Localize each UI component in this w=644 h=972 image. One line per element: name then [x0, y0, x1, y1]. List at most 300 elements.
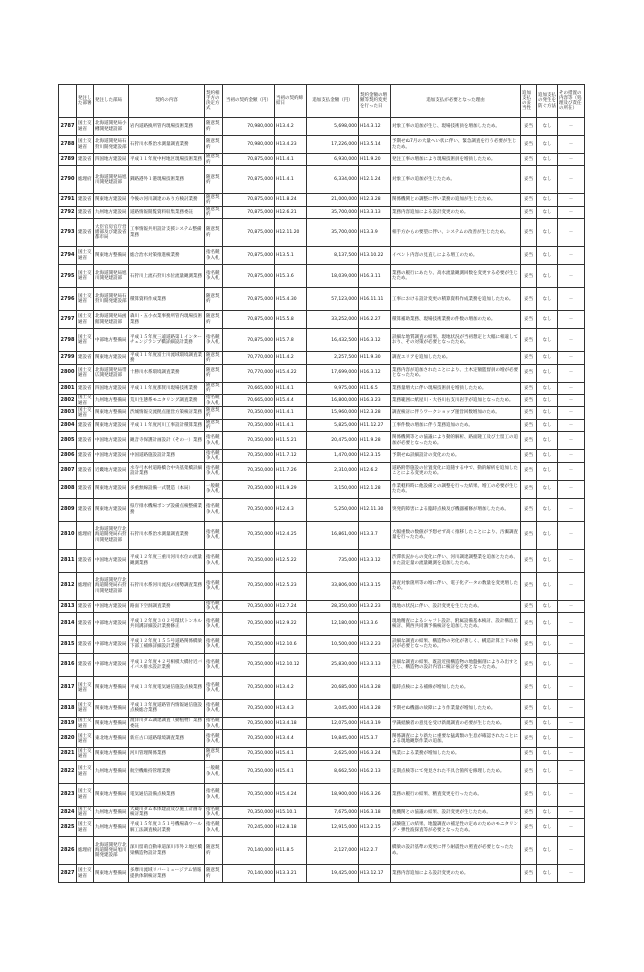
- table-row: [59, 549, 585, 572]
- change-date-cell: H14.3.12: [359, 118, 391, 136]
- validity-cell: 妥当: [521, 364, 537, 382]
- recovery-cell: なし: [537, 748, 558, 760]
- validity-cell: 妥当: [521, 717, 537, 729]
- change-date-cell: H12.3.28: [359, 194, 391, 206]
- header-change-date: 契約金額の増額等契約変更を行った日: [359, 85, 391, 118]
- validity-cell: 妥当: [521, 311, 537, 329]
- add-amount-cell: 6,930,000: [307, 154, 359, 166]
- reason-cell: 相手方からの要望に伴い、システムの改善が生じたため。: [391, 219, 521, 247]
- method-cell: 随意契約: [205, 166, 223, 194]
- ministry-cell: 国土交通省: [77, 676, 94, 699]
- validity-cell: 妥当: [521, 407, 537, 419]
- reason-cell: 大幅重数の数値が予想せず高く推移したことにより、汚濁調査量を行ったため。: [391, 521, 521, 549]
- validity-cell: 妥当: [521, 118, 537, 136]
- validity-cell: 妥当: [521, 748, 537, 760]
- recovery-cell: なし: [537, 382, 558, 394]
- content-cell: 平成１１年度河川工事設計積算業務: [129, 419, 205, 431]
- handling-cell: －: [558, 462, 585, 480]
- table-row: [59, 194, 585, 206]
- recovery-cell: なし: [537, 364, 558, 382]
- handling-cell: －: [558, 600, 585, 612]
- reason-cell: 試験施工の結果、地盤調査の補足性の定めのためのモニタリング・弾性波探査等が必要となったため。: [391, 819, 521, 837]
- content-cell: 石狩川水系治水測量調査業務: [129, 136, 205, 154]
- handling-cell: －: [558, 265, 585, 288]
- content-cell: 岩内道路換所管内現場技術業務: [129, 118, 205, 136]
- reason-cell: 業務の履行の結果、精査変更を行ったため。: [391, 783, 521, 806]
- change-date-cell: H16.3.26: [359, 783, 391, 806]
- handling-cell: －: [558, 572, 585, 600]
- validity-cell: 妥当: [521, 450, 537, 462]
- content-cell: 石狩川水系河川流況の国勢調査業務: [129, 572, 205, 600]
- orig-amount-cell: 70,350,000: [223, 407, 275, 419]
- handling-cell: －: [558, 394, 585, 406]
- orig-date-cell: H15.3.6: [275, 265, 307, 288]
- handling-cell: －: [558, 219, 585, 247]
- table-row: [59, 219, 585, 247]
- orig-amount-cell: 70,665,000: [223, 394, 275, 406]
- orig-date-cell: H11.7.12: [275, 450, 307, 462]
- row-number: 2811: [59, 549, 77, 572]
- handling-cell: －: [558, 136, 585, 154]
- recovery-cell: なし: [537, 730, 558, 748]
- handling-cell: －: [558, 806, 585, 818]
- change-date-cell: H16.11.11: [359, 288, 391, 311]
- orig-date-cell: H12.5.22: [275, 549, 307, 572]
- orig-date-cell: H13.4.4: [275, 730, 307, 748]
- orig-amount-cell: 70,350,000: [223, 549, 275, 572]
- table-row: [59, 612, 585, 635]
- orig-date-cell: H15.4.30: [275, 288, 307, 311]
- content-cell: 平成１２年度４２号相模大橋付近バイパス排水設計業務: [129, 653, 205, 676]
- office-cell: 北海道開発庁北海道開発局石狩川開発建設部: [94, 572, 129, 600]
- office-cell: 関東地方整備局: [94, 699, 129, 717]
- orig-amount-cell: 70,350,000: [223, 653, 275, 676]
- add-amount-cell: 2,625,000: [307, 748, 359, 760]
- orig-amount-cell: 70,350,000: [223, 498, 275, 521]
- content-cell: 路面下空洞調査業務: [129, 600, 205, 612]
- orig-amount-cell: 70,770,000: [223, 364, 275, 382]
- office-cell: 北海道開発局旭川開発建設部: [94, 265, 129, 288]
- orig-amount-cell: 70,350,000: [223, 450, 275, 462]
- change-date-cell: H11.9.30: [359, 352, 391, 364]
- reason-cell: 臨時点検による補修が増加したため。: [391, 676, 521, 699]
- handling-cell: －: [558, 407, 585, 419]
- table-row: [59, 806, 585, 818]
- recovery-cell: なし: [537, 219, 558, 247]
- add-amount-cell: 735,000: [307, 549, 359, 572]
- table-row: [59, 783, 585, 806]
- reason-cell: 調査検討に伴うワークショップ運営回数増加のため。: [391, 407, 521, 419]
- add-amount-cell: 12,075,000: [307, 717, 359, 729]
- recovery-cell: なし: [537, 572, 558, 600]
- method-cell: 一般競争入札: [205, 760, 223, 783]
- recovery-cell: なし: [537, 407, 558, 419]
- office-cell: 北海道開発庁北海道開発局旭川開発建設部: [94, 837, 129, 865]
- orig-date-cell: H12.5.23: [275, 572, 307, 600]
- change-date-cell: H14.3.19: [359, 717, 391, 729]
- change-date-cell: H13.2.23: [359, 600, 391, 612]
- header-no: [59, 85, 77, 118]
- validity-cell: 妥当: [521, 612, 537, 635]
- recovery-cell: なし: [537, 136, 558, 154]
- orig-date-cell: H15.4.1: [275, 748, 307, 760]
- table-row: [59, 572, 585, 600]
- office-cell: 北海道開発局帯広開発建設部: [94, 364, 129, 382]
- method-cell: 指名競争入札: [205, 247, 223, 265]
- content-cell: 渡洋川ダム調達調査（動植物）業務委託: [129, 717, 205, 729]
- row-number: 2806: [59, 450, 77, 462]
- row-number: 2809: [59, 498, 77, 521]
- change-date-cell: H16.3.12: [359, 364, 391, 382]
- recovery-cell: なし: [537, 419, 558, 431]
- table-row: [59, 653, 585, 676]
- ministry-cell: 国土交通省: [77, 265, 94, 288]
- ministry-cell: 建設省: [77, 600, 94, 612]
- orig-amount-cell: 70,875,000: [223, 166, 275, 194]
- validity-cell: 妥当: [521, 498, 537, 521]
- handling-cell: －: [558, 154, 585, 166]
- handling-cell: －: [558, 206, 585, 218]
- add-amount-cell: 16,432,500: [307, 329, 359, 352]
- recovery-cell: なし: [537, 498, 558, 521]
- validity-cell: 妥当: [521, 521, 537, 549]
- content-cell: 平成１３年度道路管内情報通信施設点検総合業務: [129, 699, 205, 717]
- method-cell: 指名競争入札: [205, 635, 223, 653]
- handling-cell: －: [558, 498, 585, 521]
- method-cell: 指名競争入札: [205, 653, 223, 676]
- method-cell: 指名競争入札: [205, 783, 223, 806]
- method-cell: 随意契約: [205, 194, 223, 206]
- orig-date-cell: H15.7.8: [275, 329, 307, 352]
- orig-amount-cell: 70,875,000: [223, 206, 275, 218]
- validity-cell: 妥当: [521, 462, 537, 480]
- office-cell: 中国地方建設局: [94, 549, 129, 572]
- validity-cell: 妥当: [521, 247, 537, 265]
- row-number: 2798: [59, 329, 77, 352]
- handling-cell: －: [558, 748, 585, 760]
- method-cell: 随意契約: [205, 136, 223, 154]
- orig-amount-cell: 70,350,000: [223, 806, 275, 818]
- handling-cell: －: [558, 837, 585, 865]
- row-number: 2795: [59, 265, 77, 288]
- orig-amount-cell: 70,875,000: [223, 311, 275, 329]
- table-row: [59, 247, 585, 265]
- office-cell: 九州地方整備局: [94, 760, 129, 783]
- row-number: 2818: [59, 699, 77, 717]
- office-cell: 関東地方整備局: [94, 865, 129, 883]
- content-cell: 中国道路施設設計業務: [129, 450, 205, 462]
- orig-date-cell: H11.4.1: [275, 419, 307, 431]
- add-amount-cell: 8,662,500: [307, 760, 359, 783]
- change-date-cell: H13.2.23: [359, 635, 391, 653]
- table-row: [59, 265, 585, 288]
- content-cell: 平成１５年度３５１号機場森ウール解工法調査検討業務: [129, 819, 205, 837]
- header-ministry: 発注した部署: [77, 85, 94, 118]
- add-amount-cell: 5,825,000: [307, 419, 359, 431]
- method-cell: 指名競争入札: [205, 572, 223, 600]
- office-cell: 北海道開発局石狩川開発建設部: [94, 288, 129, 311]
- header-office: 発注した部局: [94, 85, 129, 118]
- method-cell: 随意契約: [205, 419, 223, 431]
- orig-amount-cell: 70,875,000: [223, 154, 275, 166]
- handling-cell: －: [558, 635, 585, 653]
- content-cell: 石狩川水系治水測量調査業務: [129, 521, 205, 549]
- ministry-cell: 国土交通省: [77, 288, 94, 311]
- change-date-cell: H13.3.9: [359, 219, 391, 247]
- office-cell: 北海道開発局旭川開発建設部: [94, 166, 129, 194]
- change-date-cell: H14.3.28: [359, 676, 391, 699]
- add-amount-cell: 8,137,500: [307, 247, 359, 265]
- row-number: 2789: [59, 154, 77, 166]
- reason-cell: 現地の状況に伴い、設計変更を生じたため。: [391, 600, 521, 612]
- table-row: [59, 837, 585, 865]
- validity-cell: 妥当: [521, 699, 537, 717]
- validity-cell: 妥当: [521, 166, 537, 194]
- reason-cell: 渋滞状況からの変化に伴い、河川調達調整業を追加とたため、また設定量の流量観測を追加したため。: [391, 549, 521, 572]
- change-date-cell: H12.1.24: [359, 166, 391, 194]
- office-cell: 関東地方整備局: [94, 676, 129, 699]
- orig-date-cell: H12.11.20: [275, 219, 307, 247]
- content-cell: 多重無線設備一式製造（本局）: [129, 480, 205, 498]
- orig-amount-cell: 70,350,000: [223, 612, 275, 635]
- method-cell: 随意契約: [205, 206, 223, 218]
- row-number: 2827: [59, 865, 77, 883]
- method-cell: 指名競争入札: [205, 498, 223, 521]
- header-row: [59, 85, 585, 118]
- ministry-cell: 建設省: [77, 219, 94, 247]
- orig-amount-cell: 70,875,000: [223, 288, 275, 311]
- row-number: 2822: [59, 760, 77, 783]
- content-cell: 平成１２年度三重川河川水位の流量観測業務: [129, 549, 205, 572]
- table-row: [59, 635, 585, 653]
- handling-cell: －: [558, 480, 585, 498]
- method-cell: 随意契約: [205, 352, 223, 364]
- orig-date-cell: H13.4.18: [275, 717, 307, 729]
- recovery-cell: なし: [537, 760, 558, 783]
- handling-cell: －: [558, 450, 585, 462]
- content-cell: 積算資料作成業務: [129, 288, 205, 311]
- ministry-cell: 国土交通省: [77, 783, 94, 806]
- change-date-cell: H11.12.27: [359, 419, 391, 431]
- orig-amount-cell: 70,350,000: [223, 748, 275, 760]
- handling-cell: －: [558, 730, 585, 748]
- row-number: 2815: [59, 635, 77, 653]
- office-cell: 中部地方整備局: [94, 329, 129, 352]
- ministry-cell: 建設省: [77, 549, 94, 572]
- handling-cell: －: [558, 521, 585, 549]
- orig-amount-cell: 70,875,000: [223, 194, 275, 206]
- change-date-cell: H13.10.22: [359, 247, 391, 265]
- row-number: 2788: [59, 136, 77, 154]
- header-orig-amount: 当初の契約金額（円）: [223, 85, 275, 118]
- ministry-cell: 建設省: [77, 498, 94, 521]
- content-cell: 新庄古口道路環境調査業務: [129, 730, 205, 748]
- recovery-cell: なし: [537, 635, 558, 653]
- orig-date-cell: H12.10.12: [275, 653, 307, 676]
- ministry-cell: 国土交通省: [77, 247, 94, 265]
- row-number: 2805: [59, 432, 77, 450]
- content-cell: 平成１２年度３０２号環状トンネル共同溝詳細設計業務修正: [129, 612, 205, 635]
- orig-date-cell: H15.10.1: [275, 806, 307, 818]
- office-cell: 関東地方整備局: [94, 247, 129, 265]
- change-date-cell: H11.6.5: [359, 382, 391, 394]
- handling-cell: －: [558, 717, 585, 729]
- change-date-cell: H12.3.15: [359, 450, 391, 462]
- table-row: [59, 352, 585, 364]
- add-amount-cell: 3,045,000: [307, 699, 359, 717]
- change-date-cell: H13.3.6: [359, 612, 391, 635]
- add-amount-cell: 18,039,000: [307, 265, 359, 288]
- reason-cell: 工事における設計変更の積算資料作成業務を追加したため。: [391, 288, 521, 311]
- header-recovery: 追加支払の発生を防ぐ方法: [537, 85, 558, 118]
- orig-amount-cell: 70,140,000: [223, 837, 275, 865]
- validity-cell: 妥当: [521, 288, 537, 311]
- office-cell: 北海道開発局小樽開発建設部: [94, 118, 129, 136]
- content-cell: 渋城情報交流拠点運営方策検討業務: [129, 407, 205, 419]
- method-cell: 指名競争入札: [205, 676, 223, 699]
- ministry-cell: 国土交通省: [77, 760, 94, 783]
- ministry-cell: 建設省: [77, 206, 94, 218]
- row-number: 2813: [59, 600, 77, 612]
- table-row: [59, 136, 585, 154]
- method-cell: 指名競争入札: [205, 521, 223, 549]
- change-date-cell: H16.3.11: [359, 265, 391, 288]
- validity-cell: 妥当: [521, 329, 537, 352]
- office-cell: 関東地方整備局: [94, 407, 129, 419]
- method-cell: 指名競争入札: [205, 612, 223, 635]
- orig-date-cell: H15.4.24: [275, 783, 307, 806]
- method-cell: 指名競争入札: [205, 450, 223, 462]
- validity-cell: 妥当: [521, 572, 537, 600]
- handling-cell: －: [558, 432, 585, 450]
- add-amount-cell: 20,475,000: [307, 432, 359, 450]
- handling-cell: －: [558, 288, 585, 311]
- content-cell: 観音寺保護計画設計（その一）業務: [129, 432, 205, 450]
- orig-date-cell: H11.4.1: [275, 407, 307, 419]
- office-cell: 関東地方建設局: [94, 194, 129, 206]
- method-cell: 指名競争入札: [205, 265, 223, 288]
- content-cell: 平成１１年度那賀川現場技術業務: [129, 382, 205, 394]
- method-cell: 随意契約: [205, 407, 223, 419]
- table-row: [59, 450, 585, 462]
- table-row: [59, 432, 585, 450]
- office-cell: 関東地方建設局: [94, 352, 129, 364]
- content-cell: 県庁排水機場ポンプ設備点検整備業務: [129, 498, 205, 521]
- reason-cell: 定期点検等にて発見された不具合箇所を修理したため。: [391, 760, 521, 783]
- recovery-cell: なし: [537, 612, 558, 635]
- recovery-cell: なし: [537, 549, 558, 572]
- add-amount-cell: 2,257,500: [307, 352, 359, 364]
- recovery-cell: なし: [537, 206, 558, 218]
- content-cell: 荒川生態系モニタリング調査業務: [129, 394, 205, 406]
- orig-date-cell: H12.10.6: [275, 635, 307, 653]
- change-date-cell: H12.11.30: [359, 498, 391, 521]
- method-cell: 随意契約: [205, 837, 223, 865]
- method-cell: 指名競争入札: [205, 394, 223, 406]
- office-cell: 関東地方建設局: [94, 419, 129, 431]
- row-number: 2812: [59, 572, 77, 600]
- table-row: [59, 521, 585, 549]
- handling-cell: －: [558, 118, 585, 136]
- method-cell: 指名競争入札: [205, 806, 223, 818]
- orig-amount-cell: 70,350,000: [223, 480, 275, 498]
- ministry-cell: 国土交通省: [78, 807, 92, 818]
- ministry-cell: 建設省: [77, 462, 94, 480]
- orig-amount-cell: 70,350,000: [223, 730, 275, 748]
- ministry-cell: 国土交通省: [77, 118, 94, 136]
- reason-cell: 他機関との協議の結果、設計変更が生じたため。: [391, 806, 521, 818]
- row-number: 2791: [59, 194, 77, 206]
- change-date-cell: H16.3.18: [359, 806, 391, 818]
- office-cell: 東北地方整備局: [94, 730, 129, 748]
- orig-amount-cell: 70,350,000: [223, 462, 275, 480]
- row-number: 2820: [59, 730, 77, 748]
- validity-cell: 妥当: [521, 382, 537, 394]
- recovery-cell: なし: [537, 676, 558, 699]
- row-number: 2810: [59, 521, 77, 549]
- office-cell: 中国地方建設局: [94, 600, 129, 612]
- office-cell: 関東地方建設局: [94, 498, 129, 521]
- method-cell: 指名競争入札: [205, 462, 223, 480]
- ministry-cell: 国土交通省: [78, 718, 92, 729]
- add-amount-cell: 15,960,000: [307, 407, 359, 419]
- add-amount-cell: 35,700,000: [307, 206, 359, 218]
- reason-cell: 詳細な調査の結果、既設近接構造物の地盤掘削によりみ出すと生じ、構造物の設計内容に検討を必要となったため。: [391, 653, 521, 676]
- validity-cell: 妥当: [521, 549, 537, 572]
- content-cell: 石狩川上流石狩川水位流量観測業務: [129, 265, 205, 288]
- orig-date-cell: H15.4.22: [275, 364, 307, 382]
- orig-amount-cell: 70,350,000: [223, 419, 275, 431]
- reason-cell: 詳細な調査の結果、構造物の劣化が著しく、構造計算上下の検討が必要となったため。: [391, 635, 521, 653]
- table-row: [59, 600, 585, 612]
- change-date-cell: H13.5.14: [359, 136, 391, 154]
- row-number: 2821: [59, 748, 77, 760]
- method-cell: 指名競争入札: [205, 730, 223, 748]
- recovery-cell: なし: [537, 311, 558, 329]
- table-row: [59, 717, 585, 729]
- handling-cell: －: [558, 783, 585, 806]
- recovery-cell: なし: [537, 450, 558, 462]
- office-cell: 北海道開発局函館開発建設部: [94, 311, 129, 329]
- add-amount-cell: 19,425,000: [307, 865, 359, 883]
- office-cell: 中部地方建設局: [94, 635, 129, 653]
- content-cell: 釧路港外１港現場技術業務: [129, 166, 205, 194]
- row-number: 2823: [59, 783, 77, 806]
- orig-amount-cell: 70,350,000: [223, 676, 275, 699]
- orig-amount-cell: 70,980,000: [223, 118, 275, 136]
- handling-cell: －: [558, 699, 585, 717]
- add-amount-cell: 12,915,000: [307, 819, 359, 837]
- method-cell: 随意契約: [205, 219, 223, 247]
- recovery-cell: なし: [537, 699, 558, 717]
- add-amount-cell: 18,900,000: [307, 783, 359, 806]
- ministry-cell: 国土交通省: [77, 311, 94, 329]
- table-row: [59, 288, 585, 311]
- reason-cell: 関係機関等との協議により動的解析、路面隆工及び土留工の追加が必要となったため。: [391, 432, 521, 450]
- reason-cell: 調査エリアを追加したため。: [391, 352, 521, 364]
- reason-cell: 現地精査によるシャフト設計、附属設備基本検討、設計構造工検討、関西共同溝予備検討を追加したため。: [391, 612, 521, 635]
- ministry-cell: 建設省: [77, 419, 94, 431]
- content-cell: 大蔵川ダム本体建設及び施工計画等検討業務: [129, 806, 205, 818]
- method-cell: 随意契約: [205, 364, 223, 382]
- orig-amount-cell: 70,245,000: [223, 819, 275, 837]
- handling-cell: －: [558, 166, 585, 194]
- validity-cell: 妥当: [521, 865, 537, 883]
- reason-cell: イベント内容の見直しによる増工のため。: [391, 247, 521, 265]
- office-cell: 関東地方建設局: [94, 480, 129, 498]
- content-cell: 水寺弓木村道路橋合中央基架橋詳細設計業務: [129, 462, 205, 480]
- row-number: 2814: [59, 612, 77, 635]
